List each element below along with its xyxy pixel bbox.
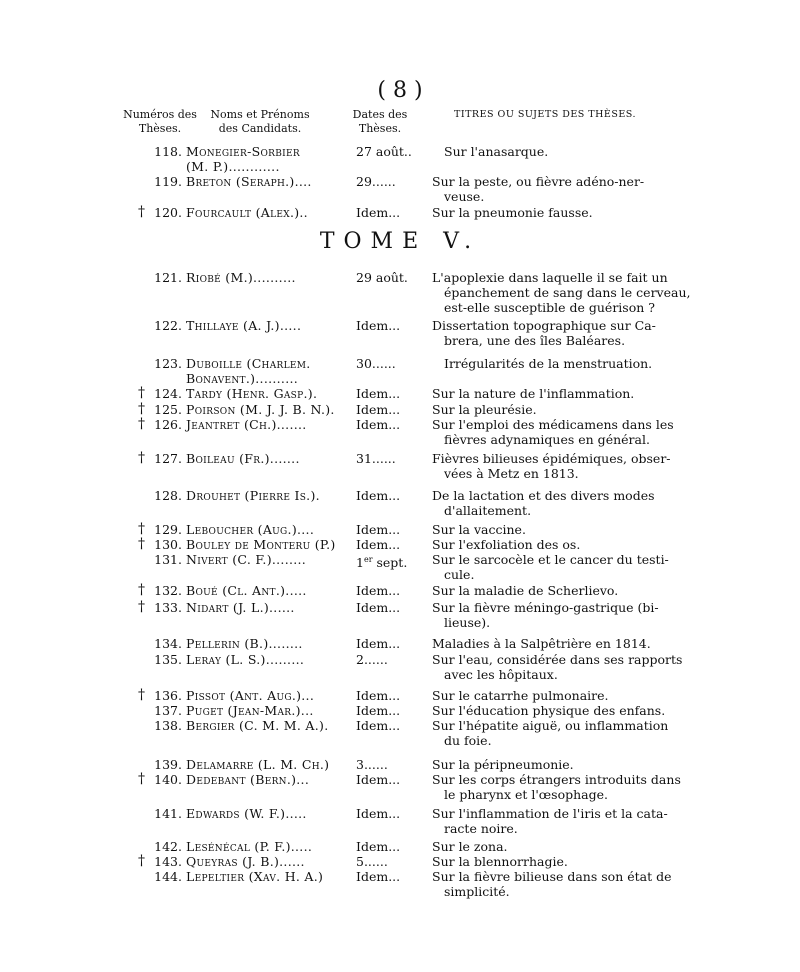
- dagger-mark: †: [138, 581, 145, 598]
- candidate-name-line: Boué (Cl. Ant.).....: [186, 582, 307, 598]
- thesis-date: [356, 806, 426, 821]
- thesis-date: [356, 488, 426, 503]
- thesis-date-line: Idem...: [356, 806, 401, 822]
- thesis-number: 129.: [154, 522, 182, 537]
- thesis-number: 122.: [154, 317, 182, 333]
- thesis-date: [356, 583, 426, 598]
- candidate-name: [186, 451, 356, 466]
- thesis-number: 135.: [154, 651, 182, 667]
- candidate-name: [186, 652, 356, 667]
- candidate-name-line: (M. P.)............: [186, 159, 280, 174]
- header-noms: Noms et Prénoms des Candidats.: [210, 108, 310, 135]
- candidate-name-line: Dedebant (Bern.)...: [186, 772, 310, 787]
- thesis-date-line: Idem...: [356, 772, 401, 787]
- thesis-subject-line: Sur le zona.: [432, 838, 508, 854]
- thesis-date: [356, 772, 426, 787]
- candidate-name: [186, 869, 356, 884]
- thesis-date: [356, 174, 426, 189]
- dagger-mark: †: [138, 536, 145, 553]
- thesis-subject: [432, 651, 683, 682]
- thesis-subject: [432, 522, 662, 537]
- candidate-name-line: Leboucher (Aug.)....: [186, 522, 315, 537]
- thesis-date-line: Idem...: [356, 838, 401, 854]
- candidate-name: [186, 356, 356, 386]
- candidate-name: [186, 703, 356, 718]
- candidate-name-line: Lepeltier (Xav. H. A.): [186, 869, 324, 885]
- thesis-subject-line: Sur l'hépatite aiguë, ou inflammation: [432, 718, 669, 734]
- thesis-number: 119.: [154, 174, 182, 190]
- thesis-subject-line: du foie.: [444, 733, 492, 749]
- thesis-subject: [432, 757, 662, 772]
- thesis-subject-line: Sur l'emploi des médicamens dans les: [432, 416, 674, 432]
- thesis-date: [356, 417, 426, 432]
- thesis-subject: [432, 854, 662, 869]
- candidate-name: [186, 552, 356, 567]
- thesis-date-line: 31......: [356, 451, 396, 467]
- thesis-number: 136.: [154, 688, 182, 703]
- thesis-date: [356, 451, 426, 466]
- thesis-subject-line: Sur l'eau, considérée dans ses rapports: [432, 651, 683, 667]
- thesis-number: 128.: [154, 487, 182, 503]
- dagger-mark: †: [138, 521, 145, 537]
- thesis-subject: [432, 600, 662, 630]
- candidate-name: [186, 806, 356, 821]
- header-numeros: Numéros des Thèses.: [123, 108, 197, 135]
- thesis-number: 137.: [154, 703, 182, 719]
- thesis-subject: [432, 703, 666, 719]
- thesis-subject: [432, 583, 662, 598]
- candidate-name: [186, 772, 356, 787]
- thesis-number: 134.: [154, 636, 182, 652]
- candidate-name: [186, 205, 356, 220]
- candidate-name-line: Puget (Jean-Mar.)...: [186, 703, 314, 719]
- thesis-number: 124.: [154, 386, 182, 402]
- thesis-number: 132.: [154, 582, 182, 598]
- dagger-mark: †: [138, 385, 145, 402]
- thesis-subject: [432, 356, 662, 371]
- candidate-name-line: Queyras (J. B.)......: [186, 854, 305, 869]
- thesis-date: [356, 402, 426, 417]
- thesis-subject: [432, 806, 668, 837]
- thesis-date: [356, 386, 426, 401]
- thesis-subject-line: épanchement de sang dans le cerveau,: [444, 285, 691, 300]
- thesis-subject: [432, 205, 662, 220]
- thesis-number: 125.: [154, 401, 182, 417]
- thesis-subject-line: De la lactation et des divers modes: [432, 487, 655, 503]
- thesis-date-line: 2......: [356, 651, 388, 667]
- thesis-subject: [432, 688, 662, 703]
- candidate-name-line: Monegier-Sorbier: [186, 144, 300, 159]
- thesis-date-line: 1er sept.: [356, 555, 408, 571]
- thesis-date-line: Idem...: [356, 204, 401, 220]
- thesis-subject-line: Fièvres bilieuses épidémiques, obser-: [432, 451, 671, 467]
- thesis-date: [356, 869, 426, 884]
- candidate-name: [186, 718, 356, 733]
- thesis-date-line: Idem...: [356, 401, 401, 417]
- thesis-subject-line: Sur la fièvre méningo-gastrique (bi-: [432, 600, 659, 615]
- thesis-subject-line: simplicité.: [444, 884, 510, 900]
- thesis-subject-line: Sur le sarcocèle et le cancer du testi-: [432, 552, 669, 568]
- thesis-date-line: Idem...: [356, 636, 401, 652]
- thesis-subject-line: d'allaitement.: [444, 502, 532, 518]
- thesis-date: [356, 552, 426, 570]
- header-dates: Dates des Thèses.: [352, 108, 408, 135]
- page-number: ( 8 ): [377, 78, 423, 103]
- thesis-subject-line: brera, une des îles Baléares.: [444, 332, 626, 348]
- candidate-name: [186, 537, 356, 552]
- thesis-date: [356, 270, 426, 285]
- thesis-date-line: 5......: [356, 854, 388, 869]
- thesis-subject-line: Sur la vaccine.: [432, 522, 526, 537]
- dagger-mark: †: [138, 599, 145, 615]
- thesis-date-line: 30......: [356, 356, 396, 371]
- thesis-date: [356, 718, 426, 733]
- candidate-name: [186, 522, 356, 537]
- dagger-mark: †: [138, 203, 145, 220]
- thesis-subject-line: est-elle susceptible de guérison ?: [444, 300, 655, 315]
- thesis-subject-line: Irrégularités de la menstruation.: [444, 356, 653, 371]
- candidate-name-line: Fourcault (Alex.)..: [186, 204, 308, 220]
- thesis-date-line: Idem...: [356, 416, 401, 432]
- thesis-subject-line: le pharynx et l'œsophage.: [444, 787, 608, 802]
- thesis-date: [356, 318, 426, 333]
- thesis-number: 141.: [154, 806, 182, 822]
- thesis-number: 139.: [154, 756, 182, 772]
- thesis-number: 120.: [154, 204, 182, 220]
- thesis-subject-line: Sur la péripneumonie.: [432, 756, 574, 772]
- thesis-subject-line: Sur la pleurésie.: [432, 401, 537, 417]
- thesis-date: [356, 839, 426, 854]
- thesis-subject: [432, 174, 662, 204]
- candidate-name-line: Bonavent.)..........: [186, 371, 299, 386]
- thesis-subject-line: L'apoplexie dans laquelle il se fait un: [432, 270, 668, 285]
- thesis-number: 126.: [154, 416, 182, 432]
- candidate-name-line: Boileau (Fr.).......: [186, 451, 300, 467]
- thesis-subject-line: Sur la fièvre bilieuse dans son état de: [432, 869, 672, 885]
- thesis-date: [356, 636, 426, 651]
- candidate-name-line: Riobé (M.)..........: [186, 270, 296, 285]
- thesis-subject: [432, 318, 662, 348]
- thesis-subject: [432, 386, 662, 401]
- thesis-date-line: Idem...: [356, 317, 401, 333]
- thesis-date: [356, 703, 426, 718]
- thesis-date-line: Idem...: [356, 869, 401, 885]
- thesis-subject: [432, 270, 691, 315]
- candidate-name-line: Poirson (M. J. J. B. N.).: [186, 401, 335, 417]
- thesis-date: [356, 144, 426, 159]
- thesis-subject: [432, 636, 662, 651]
- thesis-date: [356, 522, 426, 537]
- thesis-subject-line: Sur la blennorrhagie.: [432, 854, 568, 869]
- thesis-subject-line: veuse.: [444, 189, 485, 205]
- thesis-number: 130.: [154, 537, 182, 553]
- thesis-number: 121.: [154, 270, 182, 285]
- thesis-subject: [432, 144, 662, 159]
- thesis-date: [356, 537, 426, 552]
- dagger-mark: †: [138, 687, 145, 703]
- thesis-subject: [432, 839, 662, 854]
- candidate-name-line: Delamarre (L. M. Ch.): [186, 756, 330, 772]
- candidate-name-line: Pellerin (B.)........: [186, 636, 303, 652]
- thesis-subject: [432, 537, 662, 552]
- thesis-date-line: Idem...: [356, 582, 401, 598]
- candidate-name-line: Thillaye (A. J.).....: [186, 317, 302, 333]
- tome-heading: TOME V.: [319, 229, 481, 254]
- candidate-name: [186, 270, 356, 285]
- thesis-subject-line: Maladies à la Salpêtrière en 1814.: [432, 636, 651, 652]
- thesis-subject-line: Sur la pneumonie fausse.: [432, 204, 593, 220]
- candidate-name-line: Nidart (J. L.)......: [186, 600, 295, 615]
- candidate-name-line: Breton (Seraph.)....: [186, 174, 312, 190]
- thesis-subject-line: Sur l'éducation physique des enfans.: [432, 703, 666, 719]
- dagger-mark: †: [138, 771, 145, 787]
- candidate-name-line: Pissot (Ant. Aug.)...: [186, 688, 315, 703]
- candidate-name: [186, 174, 356, 189]
- candidate-name: [186, 318, 356, 333]
- thesis-subject: [432, 488, 662, 518]
- thesis-subject: [432, 718, 669, 749]
- candidate-name: [186, 583, 356, 598]
- candidate-name: [186, 144, 356, 174]
- dagger-mark: †: [138, 450, 145, 467]
- thesis-date-line: Idem...: [356, 600, 401, 615]
- dagger-mark: †: [138, 400, 145, 417]
- candidate-name-line: Bouley de Monteru (P.): [186, 537, 336, 553]
- candidate-name: [186, 636, 356, 651]
- thesis-subject-line: Sur les corps étrangers introduits dans: [432, 772, 681, 787]
- thesis-date-line: Idem...: [356, 487, 401, 503]
- thesis-subject-line: Dissertation topographique sur Ca-: [432, 317, 656, 333]
- thesis-date-line: Idem...: [356, 522, 401, 537]
- thesis-number: 138.: [154, 718, 182, 734]
- thesis-subject-line: Sur l'anasarque.: [444, 144, 549, 159]
- thesis-date-line: Idem...: [356, 688, 401, 703]
- candidate-name: [186, 854, 356, 869]
- thesis-subject-line: lieuse).: [444, 615, 491, 630]
- thesis-subject-line: cule.: [444, 567, 475, 583]
- thesis-subject-line: Sur la peste, ou fièvre adéno-ner-: [432, 174, 645, 190]
- thesis-subject: [432, 416, 674, 447]
- header-titres: TITRES OU SUJETS DES THÈSES.: [454, 109, 636, 120]
- thesis-date-line: 29......: [356, 174, 396, 190]
- thesis-date-line: 3......: [356, 756, 388, 772]
- thesis-subject: [432, 402, 662, 417]
- dagger-mark: †: [138, 853, 145, 869]
- thesis-number: 118.: [154, 144, 182, 159]
- candidate-name-line: Duboille (Charlem.: [186, 356, 311, 371]
- thesis-date-line: 29 août.: [356, 270, 408, 285]
- thesis-date: [356, 854, 426, 869]
- thesis-subject-line: avec les hôpitaux.: [444, 666, 558, 682]
- candidate-name: [186, 688, 356, 703]
- candidate-name-line: Leray (L. S.).........: [186, 651, 305, 667]
- thesis-date-line: Idem...: [356, 537, 401, 553]
- candidate-name-line: Drouhet (Pierre Is.).: [186, 487, 320, 503]
- candidate-name: [186, 839, 356, 854]
- candidate-name: [186, 417, 356, 432]
- thesis-date: [356, 205, 426, 220]
- thesis-subject-line: Sur l'inflammation de l'iris et la cata-: [432, 806, 668, 822]
- thesis-date: [356, 688, 426, 703]
- candidate-name-line: Edwards (W. F.).....: [186, 806, 307, 822]
- thesis-number: 131.: [154, 552, 182, 568]
- thesis-subject-line: Sur la nature de l'inflammation.: [432, 386, 635, 402]
- thesis-number: 142.: [154, 838, 182, 854]
- candidate-name-line: Tardy (Henr. Gasp.).: [186, 386, 318, 402]
- thesis-date-line: Idem...: [356, 703, 401, 719]
- thesis-number: 127.: [154, 451, 182, 467]
- thesis-subject-line: vées à Metz en 1813.: [444, 466, 579, 482]
- candidate-name: [186, 402, 356, 417]
- candidate-name-line: Lesénécal (P. F.).....: [186, 838, 313, 854]
- thesis-date: [356, 600, 426, 615]
- candidate-name-line: Bergier (C. M. M. A.).: [186, 718, 329, 734]
- candidate-name: [186, 757, 356, 772]
- candidate-name-line: Nivert (C. F.)........: [186, 552, 307, 568]
- thesis-subject-line: fièvres adynamiques en général.: [444, 431, 650, 447]
- thesis-subject-line: Sur l'exfoliation des os.: [432, 537, 581, 553]
- thesis-date-line: 27 août..: [356, 144, 412, 159]
- thesis-subject-line: Sur le catarrhe pulmonaire.: [432, 688, 609, 703]
- thesis-subject: [432, 772, 681, 802]
- thesis-subject: [432, 552, 669, 583]
- candidate-name: [186, 600, 356, 615]
- thesis-subject: [432, 869, 672, 900]
- dagger-mark: †: [138, 415, 145, 432]
- thesis-number: 123.: [154, 356, 182, 371]
- thesis-date-line: Idem...: [356, 718, 401, 734]
- thesis-date-line: Idem...: [356, 386, 401, 402]
- thesis-number: 144.: [154, 869, 182, 885]
- thesis-subject: [432, 451, 671, 482]
- thesis-number: 140.: [154, 772, 182, 787]
- candidate-name: [186, 386, 356, 401]
- thesis-date: [356, 356, 426, 371]
- candidate-name: [186, 488, 356, 503]
- thesis-subject-line: Sur la maladie de Scherlievo.: [432, 582, 619, 598]
- thesis-date: [356, 757, 426, 772]
- candidate-name-line: Jeantret (Ch.).......: [186, 416, 307, 432]
- thesis-subject-line: racte noire.: [444, 821, 518, 837]
- thesis-date: [356, 652, 426, 667]
- thesis-number: 143.: [154, 854, 182, 869]
- thesis-number: 133.: [154, 600, 182, 615]
